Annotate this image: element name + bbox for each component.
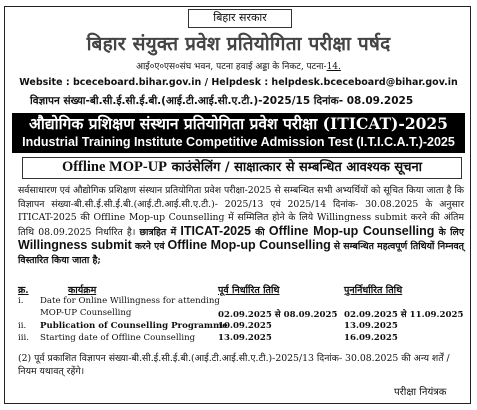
table-row xyxy=(18,296,464,309)
header-old-date: पूर्व निर्धारित तिथि xyxy=(218,285,280,296)
subject-hindi: काउंसेलिंग / साक्षात्कार से सम्बन्धित आवश्यक सूचना xyxy=(171,160,423,175)
body-p2-a: छात्रहित में xyxy=(139,226,177,238)
row-sn: iii. xyxy=(18,333,29,343)
body-p2-i: से सम्बन्धित महत्वपूर्ण तिथियों निम्नवत् विस्तारित किया जाता है; xyxy=(18,241,464,266)
table-row xyxy=(18,308,464,321)
address-pin: 14. xyxy=(326,62,341,72)
row-sn: i. xyxy=(18,295,24,306)
header-sn: क्र. xyxy=(18,285,29,296)
body-paragraph-1: सर्वसाधारण एवं औद्योगिक प्रशिक्षण संस्थान प्रतियोगिता प्रवेश परीक्षा-2025 से सम्बन्धित सभी अभ्यर्थियों को सूचित किया जाता है कि विज्ञापन संख्या-बी.सी.ई.सी.ई.बी.(आई.टी.आई.सी.ए.टी.)- 2025/13 एवं 2025/14 दिनांक- 30.08.2025 के अनुसार ITICAT-2025 की Offline Mop-up Counselling में सम्मिलित होने के लिये Willingness submit करने की अंतिम तिथि 08.09.2025 निर्धारित है। xyxy=(18,185,464,238)
advertisement-number: विज्ञापन संख्या-बी.सी.ई.सी.ई.बी.(आई.टी.आई.सी.ए.टी.)-2025/15 दिनांक- 08.09.2025 xyxy=(30,95,414,107)
row-new-date: 02.09.2025 से 11.09.2025 xyxy=(344,310,464,320)
notice-body xyxy=(18,184,464,268)
address-text: आई०ए०एस०संघ भवन, पटना हवाई अड्डा के निकट, पटना- xyxy=(136,62,327,72)
row-program: MOP-UP Counselling xyxy=(40,308,132,318)
body-p2-c: की xyxy=(255,226,265,238)
table-header-row xyxy=(18,283,464,296)
notice-subject xyxy=(22,157,462,179)
exam-title-banner xyxy=(12,113,465,153)
board-name: बिहार संयुक्त प्रवेश प्रतियोगिता परीक्षा पर्षद xyxy=(86,33,391,55)
row-new-date: 16.09.2025 xyxy=(344,333,398,343)
govt-label: बिहार सरकार xyxy=(188,9,292,28)
exam-title-english: Industrial Training Institute Competitive Admission Test (I.T.I.C.A.T.)-2025 xyxy=(22,135,455,149)
row-old-date: 13.09.2025 xyxy=(218,333,272,343)
table-row xyxy=(18,321,464,334)
subject-english: Offline MOP-UP xyxy=(61,159,168,175)
row-program: Starting date of Offline Counselling xyxy=(40,333,196,343)
body-p2-f: Willingness submit xyxy=(18,238,132,253)
header-new-date: पुनर्निर्धारित तिथि xyxy=(344,285,403,296)
row-new-date: 13.09.2025 xyxy=(344,320,398,331)
row-program: Publication of Counselling Programme xyxy=(40,320,228,331)
board-address xyxy=(0,59,477,72)
row-old-date: 10.09.2025 xyxy=(218,320,272,331)
body-p2-b: ITICAT-2025 xyxy=(180,223,251,238)
body-p2-e: के लिए xyxy=(438,226,464,238)
body-p2-d: Offline Mop-up Counselling xyxy=(268,223,435,238)
signature-label: परीक्षा नियंत्रक xyxy=(394,387,447,398)
body-p2-g: करने एवं xyxy=(134,241,165,253)
row-program: Date for Online Willingness for attending xyxy=(40,295,220,306)
table-row xyxy=(18,333,464,346)
row-sn: ii. xyxy=(18,320,27,331)
header-program: कार्यक्रम xyxy=(68,285,97,296)
terms-note: (2) पूर्व प्रकाशित विज्ञापन संख्या-बी.सी.ई.सी.ई.बी.(आई.टी.आई.सी.ए.टी.)-2025/13 दिनांक- 30.08.2025 की अन्य शर्तें / नियम यथावत् रहेंगे। xyxy=(18,353,450,377)
website-helpdesk-line: Website : bceceboard.bihar.gov.in / Helpdesk : helpdesk.bceceboard@bihar.gov.in xyxy=(19,77,458,88)
row-old-date: 02.09.2025 से 08.09.2025 xyxy=(218,310,338,320)
exam-title-hindi: औद्योगिक प्रशिक्षण संस्थान प्रतियोगिता प्रवेश परीक्षा (ITICAT)-2025 xyxy=(29,114,448,133)
body-p2-h: Offline Mop-up Counselling xyxy=(167,238,331,253)
schedule-table xyxy=(18,283,464,346)
